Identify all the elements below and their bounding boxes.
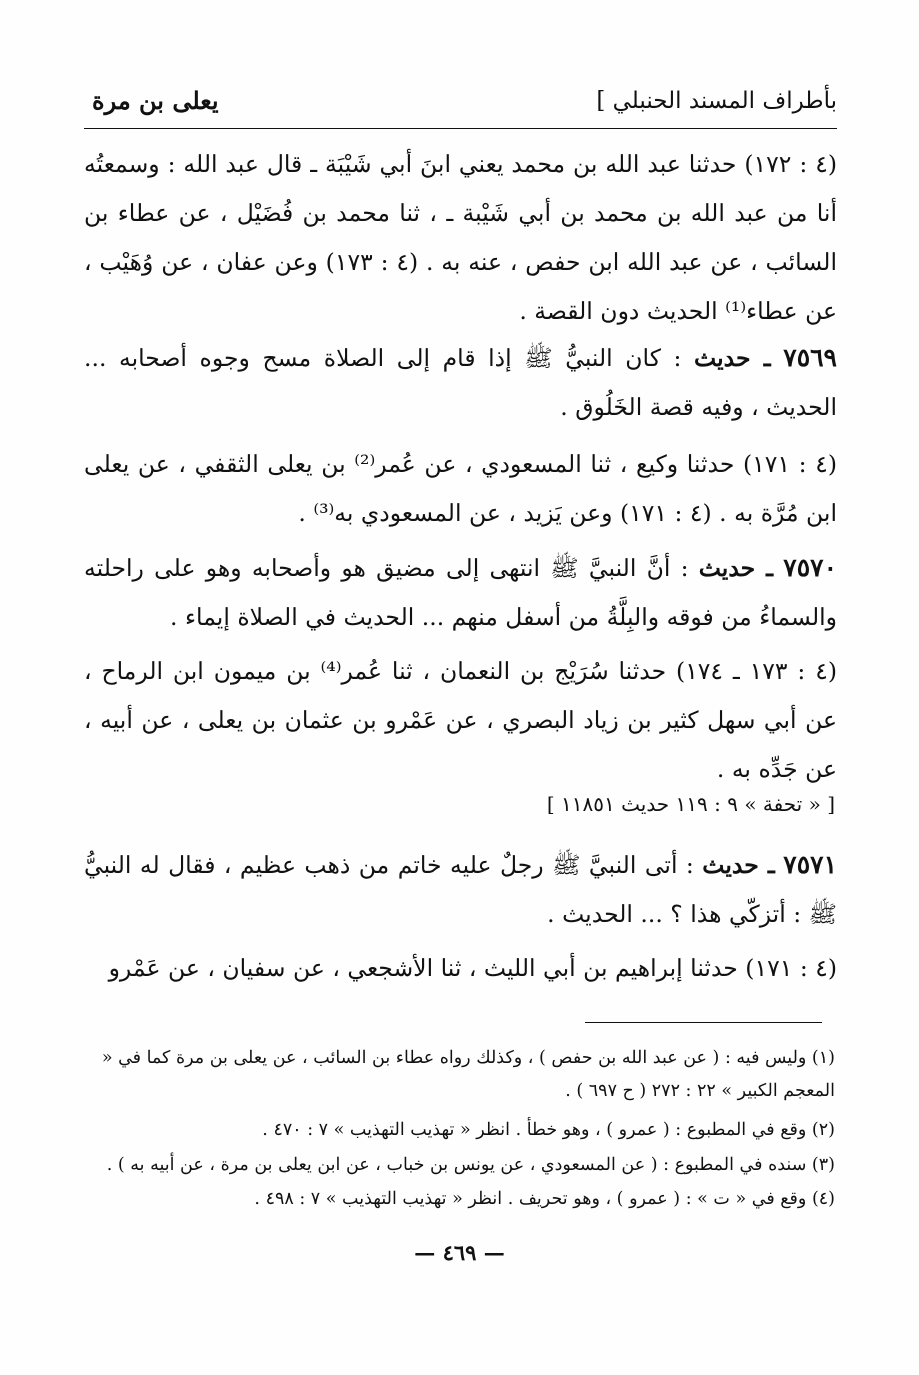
footnote-2: (٢) وقع في المطبوع : ( عمرو ) ، وهو خطأ . انظر « تهذيب التهذيب » ٧ : ٤٧٠ . — [262, 1120, 835, 1140]
footnote-4: (٤) وقع في « ت » : ( عمرو ) ، وهو تحريف . انظر « تهذيب التهذيب » ٧ : ٤٩٨ . — [254, 1189, 835, 1209]
isnad-paragraph-1: (٤ : ١٧٢) حدثنا عبد الله بن محمد يعني ابنَ أبي شَيْبَة ـ قال عبد الله : وسمعتُه أنا من عبد الله بن محمد بن أبي شَيْبة ـ ، ثنا محمد بن فُضَيْل ، عن عطاء بن السائب ، عن عبد الله ابن حفص ، عنه به . (٤ : ١٧٣) وعن عفان ، عن وُهَيْب ، عن عطاء⁽¹⁾ الحديث دون القصة . — [84, 150, 837, 325]
isnad-paragraph-3: (٤ : ١٧٣ ـ ١٧٤) حدثنا سُرَيْج بن النعمان ، ثنا عُمر⁽⁴⁾ بن ميمون ابن الرماح ، عن أبي سهل كثير بن زياد البصري ، عن عَمْرو بن عثمان بن يعلى ، عن أبيه ، عن جَدِّه به . — [84, 657, 837, 783]
hadith-text: : كان النبيُّ ﷺ إذا قام إلى الصلاة مسح وجوه أصحابه ... الحديث ، وفيه قصة الخَلُوق . — [84, 344, 837, 421]
hadith-label: ـ حديث — [694, 344, 771, 372]
isnad-paragraph-2: (٤ : ١٧١) حدثنا وكيع ، ثنا المسعودي ، عن عُمر⁽²⁾ بن يعلى الثقفي ، عن يعلى ابن مُرَّة به . (٤ : ١٧١) وعن يَزيد ، عن المسعودي به⁽³⁾ . — [84, 450, 837, 527]
running-header-title: بأطراف المسند الحنبلي ] — [596, 88, 837, 114]
page-number: — ٤٦٩ — — [414, 1240, 505, 1265]
hadith-7569 — [84, 333, 837, 432]
footnote-3: (٣) سنده في المطبوع : ( عن المسعودي ، عن يونس بن خباب ، عن ابن يعلى بن مرة ، عن أبيه به ) . — [106, 1155, 835, 1175]
hadith-label: ـ حديث — [698, 554, 774, 582]
hadith-number: ٧٥٧٠ — [783, 553, 837, 582]
hadith-number: ٧٥٧١ — [783, 850, 837, 879]
header-divider — [84, 128, 837, 129]
footnote-divider — [585, 1022, 822, 1023]
running-header-section: يعلى بن مرة — [92, 86, 219, 115]
hadith-7570 — [84, 543, 837, 642]
hadith-7571 — [84, 840, 837, 939]
footnote-1: (١) وليس فيه : ( عن عبد الله بن حفص ) ، وكذلك رواه عطاء بن السائب ، عن يعلى بن مرة كما في « المعجم الكبير » ٢٢ : ٢٧٢ ( ح ٦٩٧ ) . — [101, 1048, 835, 1101]
isnad-paragraph-4: (٤ : ١٧١) حدثنا إبراهيم بن أبي الليث ، ثنا الأشجعي ، عن سفيان ، عن عَمْرو — [108, 954, 837, 982]
hadith-text: : أنَّ النبيَّ ﷺ انتهى إلى مضيق هو وأصحابه وهو على راحلته والسماءُ من فوقه والبِلَّةُ من أسفل منهم ... الحديث في الصلاة إيماء . — [84, 554, 837, 631]
hadith-number: ٧٥٦٩ — [783, 343, 837, 372]
tuhfa-reference: [ « تحفة » ٩ : ١١٩ حديث ١١٨٥١ ] — [546, 792, 835, 816]
hadith-label: ـ حديث — [702, 851, 775, 879]
hadith-text: : أتى النبيَّ ﷺ رجلٌ عليه خاتم من ذهب عظيم ، فقال له النبيُّ ﷺ : أتزكّي هذا ؟ ... الحديث . — [84, 851, 837, 928]
